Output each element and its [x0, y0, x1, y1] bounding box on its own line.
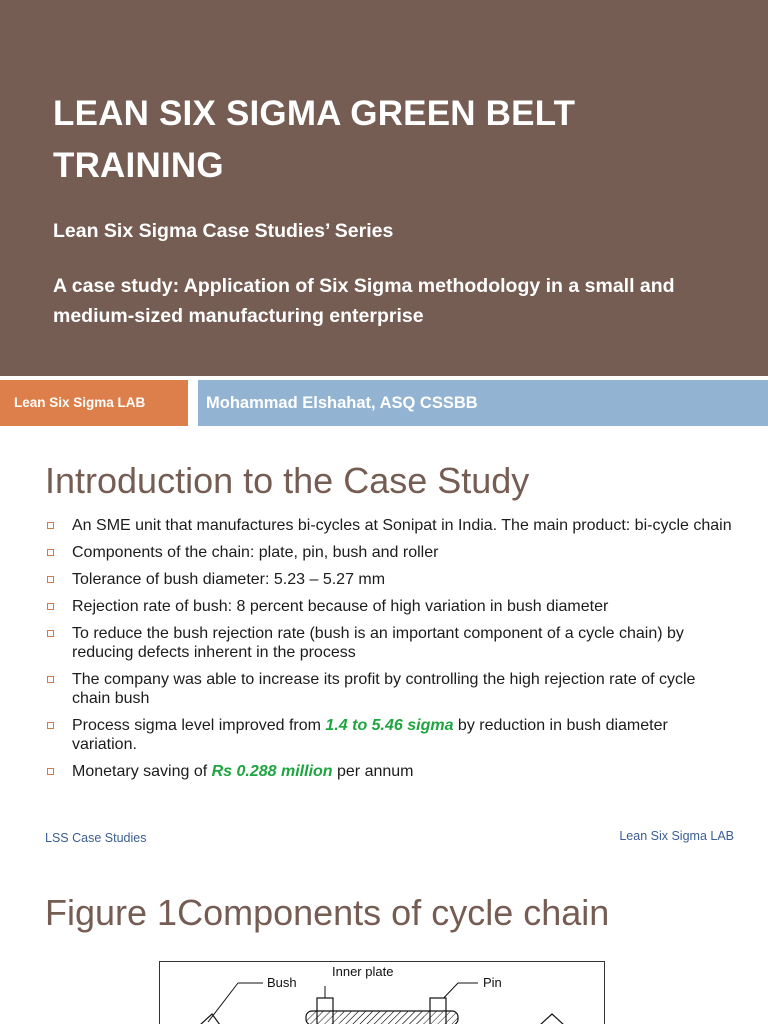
saving-highlight: Rs 0.288 million — [211, 763, 333, 780]
bush-outline — [540, 1014, 564, 1024]
title-banner — [0, 0, 768, 376]
intro-bullet-list — [45, 516, 735, 789]
bullet-text-after: per annum — [332, 763, 414, 780]
cycle-chain-diagram — [159, 961, 605, 1024]
case-study-description: A case study: Application of Six Sigma methodology in a small and medium-sized manufacturing enterprise — [53, 275, 675, 327]
square-bullet-icon — [47, 722, 54, 729]
square-bullet-icon — [47, 522, 54, 529]
figure-slide-title: Figure 1Components of cycle chain — [45, 892, 610, 933]
inner-plate-fill — [340, 1012, 424, 1024]
bullet-item — [45, 570, 735, 589]
bullet-text-before: Monetary saving of — [72, 763, 212, 780]
bush-leader-line — [208, 983, 238, 1022]
bullet-item — [45, 762, 735, 781]
lab-tag: Lean Six Sigma LAB — [0, 380, 188, 426]
chain-diagram-drawing — [160, 962, 605, 1024]
footer-lab: Lean Six Sigma LAB — [619, 829, 734, 843]
square-bullet-icon — [47, 768, 54, 775]
bullet-item — [45, 543, 735, 562]
square-bullet-icon — [47, 576, 54, 583]
bullet-item — [45, 516, 735, 535]
bullet-text: To reduce the bush rejection rate (bush is an important component of a cycle chain) by reducing defects inherent in the process — [72, 625, 684, 661]
square-bullet-icon — [47, 676, 54, 683]
bullet-item — [45, 597, 735, 616]
bullet-text: An SME unit that manufactures bi-cycles at Sonipat in India. The main product: bi-cycle chain — [72, 517, 732, 534]
intro-slide-title: Introduction to the Case Study — [45, 460, 530, 501]
footer-case-studies: LSS Case Studies — [45, 831, 147, 845]
bullet-item — [45, 670, 735, 708]
square-bullet-icon — [47, 549, 54, 556]
bullet-item — [45, 624, 735, 662]
bullet-item — [45, 716, 735, 754]
bullet-text: The company was able to increase its profit by controlling the high rejection rate of cycle chain bush — [72, 671, 696, 707]
bullet-text: Tolerance of bush diameter: 5.23 – 5.27 mm — [72, 571, 386, 588]
author-tag: Mohammad Elshahat, ASQ CSSBB — [198, 380, 768, 426]
bush-label: Bush — [267, 975, 297, 990]
inner-plate-label: Inner plate — [332, 964, 394, 979]
bullet-text-before: Process sigma level improved from — [72, 717, 326, 734]
bullet-text-after: by reduction in bush diameter variation. — [72, 717, 668, 753]
series-subtitle: Lean Six Sigma Case Studies’ Series — [53, 220, 394, 242]
sigma-highlight: 1.4 to 5.46 sigma — [325, 717, 454, 734]
bullet-text: Components of the chain: plate, pin, bush and roller — [72, 544, 439, 561]
square-bullet-icon — [47, 630, 54, 637]
bullet-text: Rejection rate of bush: 8 percent because of high variation in bush diameter — [72, 598, 609, 615]
square-bullet-icon — [47, 603, 54, 610]
pin-label: Pin — [483, 975, 502, 990]
presentation-title: LEAN SIX SIGMA GREEN BELT TRAINING — [53, 94, 576, 185]
